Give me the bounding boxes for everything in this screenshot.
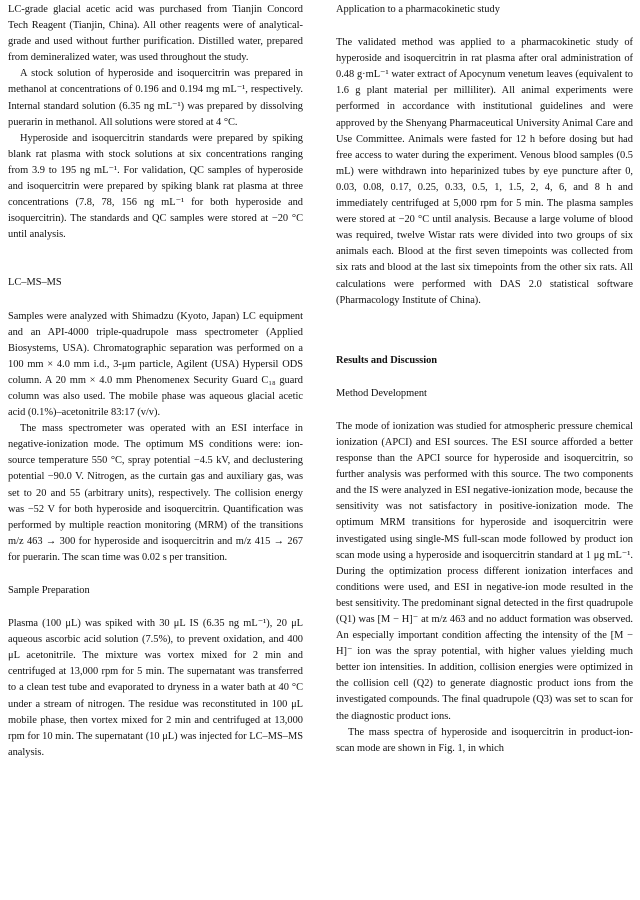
paragraph-sample-preparation: Plasma (100 μL) was spiked with 30 μL IS (6.35 ng mL⁻¹), 20 μL aqueous ascorbic acid solution (7.5%), to prevent oxidation, and 400 μL acetonitrile. The mixture was vortex mixed for 2 min and centrifuged at 13,000 rpm for 5 min. The supernatant was transferred to a clean test tube and evaporated to dryness in a water bath at 40 °C under a stream of nitrogen. The residue was reconstituted in 100 μL mobile phase, then vortex mixed for 2 min and centrifuged at 13,000 rpm for 10 min. The supernatant (10 μL) was injected for LC–MS–MS analysis.	[8, 618, 303, 758]
section-heading-lcms: LC–MS–MS	[8, 277, 62, 289]
paragraph-pharmacokinetic-study: The validated method was applied to a pharmacokinetic study of hyperoside and isoquercitrin in rat plasma after oral administration of 0.48 g·mL⁻¹ water extract of Apocynum venetum leaves (equivalent to 1.6 g plant material per milliliter). All animal experiments were performed in accordance with institutional guidelines and were approved by the Shenyang Pharmaceutical University Animal Care and Use Committee. Animals were fasted for 12 h before dosing but had free access to water during the experiment. Venous blood samples (0.5 mL) were withdrawn into heparinized tubes by eye puncture after 0, 0.03, 0.08, 0.17, 0.25, 0.33, 0.5, 1, 1.5, 2, 4, 6, and 8 h and immediately centrifuged at 5,000 rpm for 5 min. The plasma samples were stored at −20 °C until analysis. Because a large volume of blood was required, twelve Wistar rats were divided into two groups of six animals each. Blood at the first seven timepoints was collected from six rats and blood at the last six timepoints from the other six rats. All calculations were performed with DAS 2.0 statistical software (Pharmacology Institute of China).	[336, 37, 633, 306]
paragraph-mass-spectra: The mass spectra of hyperoside and isoquercitrin in product-ion-scan mode are shown in Fig. 1, in which	[336, 726, 633, 754]
paragraph-standards: Hyperoside and isoquercitrin standards were prepared by spiking blank rat plasma with stock solutions at six concentrations ranging from 3.9 to 195 ng mL⁻¹. For validation, QC samples of hyperoside and isoquercitrin were prepared by spiking blank rat plasma at three concentrations (7.8, 78, 156 ng mL⁻¹ for both hyperoside and isoquercitrin). The standards and QC samples were stored at −20 °C until analysis.	[8, 132, 303, 241]
paragraph-ms-conditions: The mass spectrometer was operated with an ESI interface in negative-ionization mode. The optimum MS conditions were: ion-source temperature 550 °C, spray potential −4.5 kV, and declustering potential −90.0 V. Nitrogen, as the curtain gas and auxiliary gas, was set to 20 and 55 (arbitrary units), respectively. The collision energy was −52 V for both hyperoside and isoquercitrin. Quantification was performed by multiple reaction monitoring (MRM) of the transitions m/z 463 → 300 for hyperoside and isoquercitrin and m/z 415 → 267 for puerarin. The scan time was 0.02 s per transition.	[8, 423, 303, 563]
paragraph-lc-equipment: Samples were analyzed with Shimadzu (Kyoto, Japan) LC equipment and an API-4000 triple-quadrupole mass spectrometer (Applied Biosystems, USA). Chromatographic separation was performed on a 100 mm × 4.0 mm i.d., 3-μm particle, Agilent (USA) Hypersil ODS column. A 20 mm × 4.0 mm Phenomenex Security Guard C₁₈ guard column was also used. The mobile phase was aqueous glacial acetic acid (0.1%)–acetonitrile 83:17 (v/v).	[8, 310, 303, 419]
paragraph-reagents: LC-grade glacial acetic acid was purchased from Tianjin Concord Tech Reagent (Tianjin, China). All other reagents were of analytical-grade and used without further purification. Distilled water, prepared from demineralized water, was used throughout the study.	[8, 4, 303, 64]
section-heading-sample-preparation: Sample Preparation	[8, 585, 90, 596]
right-column	[336, 2, 633, 757]
section-heading-method-development: Method Development	[336, 387, 427, 399]
paragraph-ionization-mode: The mode of ionization was studied for atmospheric pressure chemical ionization (APCI) and ESI sources. The ESI source afforded a better response than the APCI source for hyperoside and isoquercitrin, so further analysis was performed with this source. The two components and the IS were analyzed in ESI negative-ionization mode, because the sensitivity was not satisfactory in positive-ionization mode. The optimum MRM transitions for hyperoside and isoquercitrin were investigated using single-MS full-scan mode followed by product ion scan mode using a hyperoside and isoquercitrin standard at 1 μg mL⁻¹. During the optimization process different ionization interfaces and conditions were used, and ESI in negative-ion mode resulted in the best sensitivity. The predominant signal detected in the first quadrupole (Q1) was [M − H]⁻ at m/z 463 and no adduct formation was observed. An especially important condition affecting the intensity of the [M − H]⁻ ion was the spray potential, with higher values yielding much better ion intensities. In addition, collision energies were optimized in the collision cell (Q2) to generate diagnostic product ions from the investigated compounds. The final quadrupole (Q3) was set to scan for the diagnostic product ions.	[336, 420, 633, 722]
paragraph-stock-solution: A stock solution of hyperoside and isoquercitrin was prepared in methanol at concentrations of 0.196 and 0.194 mg mL⁻¹, respectively. Internal standard solution (6.35 ng mL⁻¹) was prepared by dissolving puerarin in methanol. All solutions were stored at 4 °C.	[8, 68, 303, 128]
section-heading-pharmacokinetic: Application to a pharmacokinetic study	[336, 4, 500, 15]
left-column	[8, 2, 303, 761]
section-heading-results: Results and Discussion	[336, 354, 438, 366]
